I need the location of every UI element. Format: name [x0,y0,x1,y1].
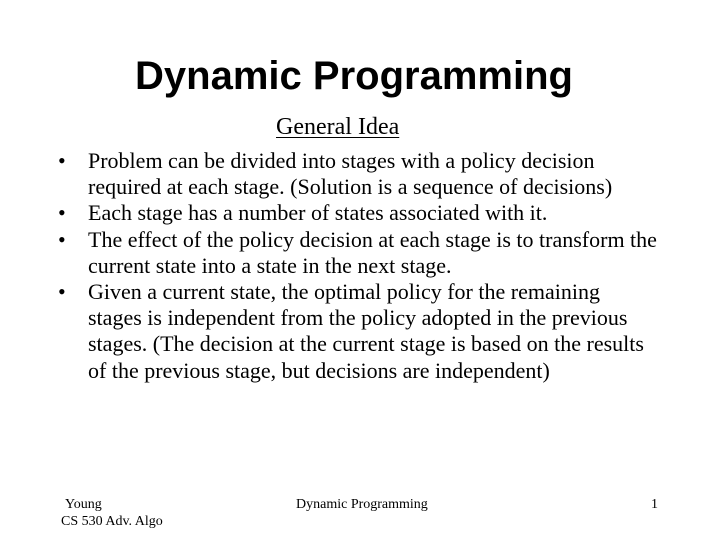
bullet-item [58,279,658,384]
footer-author-course [61,496,163,530]
bullet-list [58,148,658,384]
bullet-marker: • [58,226,66,252]
footer-author: Young [65,497,102,512]
footer-course: CS 530 Adv. Algo [61,514,163,529]
bullet-marker: • [58,279,66,305]
bullet-marker: • [58,148,66,173]
bullet-text: The effect of the policy decision at each stage is to transform the current state into a state in the next stage. [88,226,657,278]
slide-subtitle: General Idea [276,114,400,140]
bullet-item [58,148,658,200]
bullet-item [58,200,658,226]
bullet-marker: • [58,200,66,226]
bullet-text: Problem can be divided into stages with a policy decision required at each stage. (Solution is a sequence of decisions) [88,148,613,200]
slide-title: Dynamic Programming [135,54,573,98]
bullet-text: Each stage has a number of states associated with it. [88,200,548,226]
footer-topic: Dynamic Programming [296,497,428,512]
page-number: 1 [651,497,658,512]
bullet-text: Given a current state, the optimal policy for the remaining stages is independent from the policy adopted in the previous stages. (The decision at the current stage is based on the results of the previous stage, but decisions are independent) [88,279,644,383]
bullet-item [58,227,658,279]
